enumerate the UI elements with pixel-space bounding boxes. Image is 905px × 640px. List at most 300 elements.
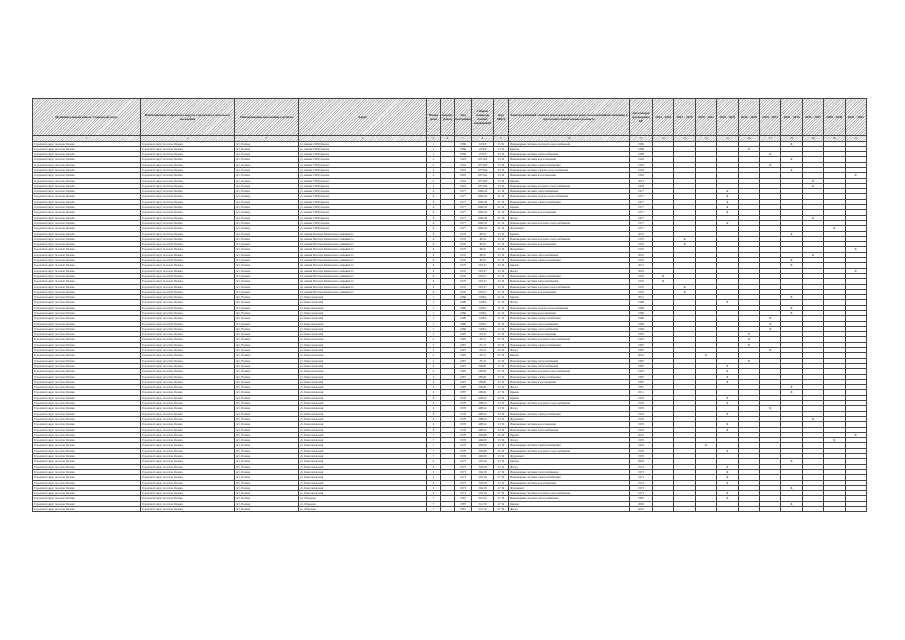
column-header-13: 2017 - 2019 — [674, 99, 695, 136]
commissioning-date-cell: 1976 — [630, 406, 653, 411]
column-number-13: 13 — [674, 136, 695, 142]
locality-cell: пгт. Палана — [235, 342, 299, 347]
column-number-11: 11 — [630, 136, 653, 142]
column-number-5: 5 — [427, 136, 441, 142]
period-cell: X — [717, 448, 738, 453]
construction-year-cell: 1973 — [455, 480, 472, 485]
house-number-cell: 2 — [427, 342, 441, 347]
period-cell: X — [759, 316, 780, 321]
living-area-cell: 260,81 — [472, 385, 494, 390]
locality-cell: пгт. Палана — [235, 252, 299, 257]
address-cell: ул. имени Г.И.Чубарова — [299, 189, 427, 194]
living-area-cell: 251,8 — [472, 332, 494, 337]
construction-year-cell: 1976 — [455, 406, 472, 411]
municipal-district-cell: Городской округ поселок Палана — [33, 485, 141, 490]
mkd-code-cell: 21 34 — [494, 295, 509, 300]
municipal-district-cell: Городской округ поселок Палана — [33, 279, 141, 284]
living-area-cell: 495,6 — [472, 231, 494, 236]
settlement-name-cell: Городской округ поселок Палана — [141, 427, 235, 432]
locality-cell: пгт. Палана — [235, 162, 299, 167]
period-cell: X — [759, 321, 780, 326]
municipal-district-cell: Городской округ поселок Палана — [33, 167, 141, 172]
address-cell: ул. имени Г.И.Чубарова — [299, 199, 427, 204]
settlement-name-cell: Городской округ поселок Палана — [141, 332, 235, 337]
structural-element-cell: Инженерные системы теплоснабжения — [509, 252, 630, 257]
address-cell: ул. Комсомольская — [299, 374, 427, 379]
mkd-code-cell: 25 34 — [494, 438, 509, 443]
house-number-cell: 6 — [427, 189, 441, 194]
commissioning-date-cell: 1977 — [630, 210, 653, 215]
construction-year-cell: 1986 — [455, 311, 472, 316]
period-cell: X — [653, 279, 674, 284]
commissioning-date-cell: 1989 — [630, 152, 653, 157]
house-number-cell: 2 — [427, 183, 441, 188]
municipal-district-cell: Городской округ поселок Палана — [33, 501, 141, 506]
building-block-cell — [441, 506, 455, 511]
locality-cell: пгт. Палана — [235, 379, 299, 384]
mkd-code-cell: 25 34 — [494, 348, 509, 353]
house-number-cell: 6 — [427, 205, 441, 210]
address-cell: ул. Комсомольская — [299, 358, 427, 363]
structural-element-cell: Фундамент — [509, 454, 630, 459]
mkd-code-cell: 27 34 — [494, 464, 509, 469]
period-cell — [653, 506, 674, 511]
house-number-cell: 9 — [427, 459, 441, 464]
locality-cell: пгт. Палана — [235, 411, 299, 416]
house-number-cell: 9 — [427, 491, 441, 496]
structural-element-cell: Инженерные системы теплоснабжения — [509, 152, 630, 157]
structural-element-cell: Инженерные системы теплоснабжения — [509, 363, 630, 368]
period-cell: X — [845, 247, 866, 252]
period-cell: X — [802, 178, 823, 183]
period-cell: X — [781, 295, 802, 300]
structural-element-cell: Крыша — [509, 295, 630, 300]
municipal-district-cell: Городской округ поселок Палана — [33, 326, 141, 331]
settlement-name-cell: Городской округ поселок Палана — [141, 189, 235, 194]
mkd-code-cell: 23 34 — [494, 173, 509, 178]
living-area-cell: 251,8 — [472, 337, 494, 342]
period-cell: X — [781, 141, 802, 146]
locality-cell: пгт. Палана — [235, 326, 299, 331]
period-cell: X — [845, 173, 866, 178]
settlement-name-cell: Городской округ поселок Палана — [141, 411, 235, 416]
settlement-name-cell: Городской округ поселок Палана — [141, 469, 235, 474]
house-number-cell: 6 — [427, 220, 441, 225]
locality-cell: пгт. Палана — [235, 183, 299, 188]
municipal-district-cell: Городской округ поселок Палана — [33, 247, 141, 252]
living-area-cell: 495,6 — [472, 236, 494, 241]
commissioning-date-cell: 1970 — [630, 236, 653, 241]
living-area-cell: 498,24 — [472, 406, 494, 411]
living-area-cell: 504,18 — [472, 491, 494, 496]
settlement-name-cell: Городской округ поселок Палана — [141, 480, 235, 485]
structural-element-cell: Инженерные системы водоотведения — [509, 210, 630, 215]
settlement-name-cell: Городской округ поселок Палана — [141, 284, 235, 289]
house-number-cell: 6 — [427, 263, 441, 268]
structural-element-cell: Крыша — [509, 146, 630, 151]
locality-cell: пгт. Палана — [235, 242, 299, 247]
house-number-cell: 7 — [427, 496, 441, 501]
locality-cell: пгт. Палана — [235, 443, 299, 448]
mkd-code-cell: 23 34 — [494, 157, 509, 162]
structural-element-cell: Инженерные системы холодного водоснабжения — [509, 183, 630, 188]
mkd-code-cell: 25 34 — [494, 358, 509, 363]
municipal-district-cell: Городской округ поселок Палана — [33, 448, 141, 453]
mkd-code-cell: 27 34 — [494, 374, 509, 379]
municipal-district-cell: Городской округ поселок Палана — [33, 332, 141, 337]
municipal-district-cell: Городской округ поселок Палана — [33, 252, 141, 257]
column-header-7: Год постройки — [455, 99, 472, 136]
column-header-17: 2029 - 2031 — [759, 99, 780, 136]
municipal-district-cell: Городской округ поселок Палана — [33, 178, 141, 183]
locality-cell: пгт. Палана — [235, 226, 299, 231]
address-cell: ул. имени Г.И.Чубарова — [299, 173, 427, 178]
address-cell: ул. Комсомольская — [299, 395, 427, 400]
construction-year-cell: 1986 — [455, 316, 472, 321]
municipal-district-cell: Городской округ поселок Палана — [33, 438, 141, 443]
address-cell: ул. Комсомольская — [299, 326, 427, 331]
commissioning-date-cell: 1987 — [630, 369, 653, 374]
address-cell: ул. Комсомольская — [299, 422, 427, 427]
settlement-name-cell: Городской округ поселок Палана — [141, 194, 235, 199]
period-cell — [845, 506, 866, 511]
municipal-district-cell: Городской округ поселок Палана — [33, 454, 141, 459]
structural-element-cell: Инженерные системы водоотведения — [509, 157, 630, 162]
commissioning-date-cell: 1976 — [630, 427, 653, 432]
construction-year-cell: 1987 — [455, 379, 472, 384]
address-cell: ул. имени Г.И.Чубарова — [299, 210, 427, 215]
commissioning-date-cell: 1989 — [630, 146, 653, 151]
municipal-district-cell: Городской округ поселок Палана — [33, 459, 141, 464]
structural-element-cell: Инженерные системы электроснабжения — [509, 475, 630, 480]
construction-year-cell: 1976 — [455, 401, 472, 406]
municipal-district-cell: Городской округ поселок Палана — [33, 390, 141, 395]
construction-year-cell: 1987 — [455, 332, 472, 337]
settlement-name-cell: Городской округ поселок Палана — [141, 316, 235, 321]
settlement-name-cell: Городской округ поселок Палана — [141, 247, 235, 252]
locality-cell: пгт. Палана — [235, 215, 299, 220]
column-header-20: 2038 - 2040 — [824, 99, 845, 136]
period-cell: X — [717, 464, 738, 469]
living-area-cell: 496,08 — [472, 448, 494, 453]
period-cell: X — [717, 369, 738, 374]
settlement-name-cell: Городской округ поселок Палана — [141, 326, 235, 331]
municipal-district-cell: Городской округ поселок Палана — [33, 469, 141, 474]
municipal-district-cell: Городской округ поселок Палана — [33, 427, 141, 432]
living-area-cell: 1873,64 — [472, 173, 494, 178]
commissioning-date-cell: 1986 — [630, 321, 653, 326]
address-cell: ул. Комсомольская — [299, 316, 427, 321]
period-cell: X — [781, 390, 802, 395]
living-area-cell: 1458,4 — [472, 316, 494, 321]
period-cell: X — [717, 411, 738, 416]
commissioning-date-cell: 1977 — [630, 199, 653, 204]
locality-cell: пгт. Палана — [235, 416, 299, 421]
commissioning-date-cell: 1977 — [630, 226, 653, 231]
period-cell: X — [717, 427, 738, 432]
address-cell: пл. имени Мастера Кавказского машиниста — [299, 289, 427, 294]
house-number-cell: 1 — [427, 300, 441, 305]
construction-year-cell: 1977 — [455, 189, 472, 194]
structural-element-cell: Крыша — [509, 263, 630, 268]
locality-cell: пгт. Палана — [235, 348, 299, 353]
municipal-district-cell: Городской округ поселок Палана — [33, 374, 141, 379]
period-cell: X — [717, 189, 738, 194]
construction-year-cell: 1977 — [455, 194, 472, 199]
living-area-cell: 1873,64 — [472, 162, 494, 167]
locality-cell: пгт. Палана — [235, 395, 299, 400]
settlement-name-cell: Городской округ поселок Палана — [141, 374, 235, 379]
mkd-code-cell: 25 34 — [494, 268, 509, 273]
period-cell: X — [781, 385, 802, 390]
structural-element-cell: Фасад — [509, 385, 630, 390]
locality-cell: пгт. Палана — [235, 459, 299, 464]
living-area-cell: 1873,64 — [472, 157, 494, 162]
structural-element-cell: Инженерные системы водоотведения — [509, 379, 630, 384]
locality-cell: пгт. Палана — [235, 279, 299, 284]
house-number-cell: 6 — [427, 236, 441, 241]
municipal-district-cell: Городской округ поселок Палана — [33, 173, 141, 178]
structural-element-cell: Крыша — [509, 432, 630, 437]
address-cell: пл. имени Мастера Кавказского машиниста — [299, 242, 427, 247]
mkd-code-cell: 25 34 — [494, 454, 509, 459]
construction-year-cell: 1976 — [455, 395, 472, 400]
commissioning-date-cell: 1970 — [630, 279, 653, 284]
locality-cell: пгт. Палана — [235, 311, 299, 316]
column-number-3: 3 — [235, 136, 299, 142]
house-number-cell: 1 — [427, 295, 441, 300]
living-area-cell: 251,8 — [472, 353, 494, 358]
settlement-name-cell: Городской округ поселок Палана — [141, 183, 235, 188]
commissioning-date-cell: 1987 — [630, 385, 653, 390]
settlement-name-cell: Городской округ поселок Палана — [141, 348, 235, 353]
living-area-cell: 498,24 — [472, 427, 494, 432]
locality-cell: пгт. Палана — [235, 332, 299, 337]
address-cell: ул. Комсомольская — [299, 295, 427, 300]
municipal-district-cell: Городской округ поселок Палана — [33, 363, 141, 368]
construction-year-cell: 1976 — [455, 432, 472, 437]
settlement-name-cell: Городской округ поселок Палана — [141, 305, 235, 310]
column-header-4: Адрес — [299, 99, 427, 136]
locality-cell: пгт. Палана — [235, 390, 299, 395]
commissioning-date-cell: 2013 — [630, 178, 653, 183]
mkd-code-cell: 25 34 — [494, 337, 509, 342]
construction-year-cell: 1986 — [455, 326, 472, 331]
living-area-cell: 503,27 — [472, 273, 494, 278]
settlement-name-cell: Городской округ поселок Палана — [141, 464, 235, 469]
commissioning-date-cell: 1986 — [630, 300, 653, 305]
column-number-4: 4 — [299, 136, 427, 142]
settlement-name-cell: Городской округ поселок Палана — [141, 438, 235, 443]
structural-element-cell: Инженерные системы горячего водоснабжения — [509, 194, 630, 199]
commissioning-date-cell: 1987 — [630, 374, 653, 379]
period-cell: X — [781, 305, 802, 310]
period-cell: X — [717, 422, 738, 427]
mkd-code-cell: 21 34 — [494, 194, 509, 199]
mkd-code-cell: 23 34 — [494, 395, 509, 400]
mkd-code-cell: 25 34 — [494, 236, 509, 241]
address-cell: ул. Комсомольская — [299, 363, 427, 368]
period-cell: X — [717, 469, 738, 474]
address-cell: ул. Комсомольская — [299, 385, 427, 390]
house-number-cell: 6 — [427, 231, 441, 236]
settlement-name-cell: Городской округ поселок Палана — [141, 369, 235, 374]
living-area-cell: 251,8 — [472, 348, 494, 353]
house-number-cell: 6 — [427, 427, 441, 432]
column-header-11: Дата ввода/ проведения КР — [630, 99, 653, 136]
column-number-15: 15 — [717, 136, 738, 142]
mkd-code-cell: 23 34 — [494, 162, 509, 167]
structural-element-cell: Инженерные системы водоотведения — [509, 173, 630, 178]
period-cell: X — [717, 401, 738, 406]
locality-cell: пгт. Палана — [235, 374, 299, 379]
settlement-name-cell: Городской округ поселок Палана — [141, 321, 235, 326]
commissioning-date-cell: 1977 — [630, 194, 653, 199]
address-cell: пл. имени Мастера Кавказского машиниста — [299, 258, 427, 263]
living-area-cell: 504,18 — [472, 485, 494, 490]
living-area-cell: 251,8 — [472, 342, 494, 347]
house-number-cell: 6 — [427, 279, 441, 284]
municipal-district-cell: Городской округ поселок Палана — [33, 242, 141, 247]
structural-element-cell: Инженерные системы электроснабжения — [509, 316, 630, 321]
municipal-district-cell: Городской округ поселок Палана — [33, 226, 141, 231]
locality-cell: пгт. Палана — [235, 432, 299, 437]
house-number-cell: 6 — [427, 289, 441, 294]
structural-element-cell: Инженерные системы теплоснабжения — [509, 321, 630, 326]
construction-year-cell: 1970 — [455, 231, 472, 236]
locality-cell: пгт. Палана — [235, 406, 299, 411]
settlement-name-cell: Городской округ поселок Палана — [141, 268, 235, 273]
municipal-district-cell: Городской округ поселок Палана — [33, 194, 141, 199]
structural-element-cell: Крыша — [509, 501, 630, 506]
commissioning-date-cell: 1976 — [630, 411, 653, 416]
structural-element-cell: Инженерные системы водоотведения — [509, 311, 630, 316]
locality-cell: пгт. Палана — [235, 263, 299, 268]
address-cell: ул. Комсомольская — [299, 448, 427, 453]
period-cell: X — [717, 363, 738, 368]
mkd-code-cell: 23 34 — [494, 416, 509, 421]
address-cell: ул. Комсомольская — [299, 300, 427, 305]
municipal-district-cell: Городской округ поселок Палана — [33, 348, 141, 353]
structural-element-cell: Инженерные системы водоотведения — [509, 422, 630, 427]
mkd-code-cell: 21 34 — [494, 199, 509, 204]
construction-year-cell: 1977 — [455, 199, 472, 204]
address-cell: ул. имени Г.И.Чубарова — [299, 167, 427, 172]
column-header-14: 2020 - 2022 — [695, 99, 716, 136]
locality-cell: пгт. Палана — [235, 236, 299, 241]
period-cell: X — [674, 236, 695, 241]
house-number-cell: 6 — [427, 210, 441, 215]
house-number-cell: 9 — [427, 469, 441, 474]
settlement-name-cell: Городской округ поселок Палана — [141, 379, 235, 384]
house-number-cell: 9 — [427, 475, 441, 480]
structural-element-cell: Инженерные системы холодного водоснабжения — [509, 141, 630, 146]
construction-year-cell: 1970 — [455, 289, 472, 294]
municipal-district-cell: Городской округ поселок Палана — [33, 152, 141, 157]
period-cell — [781, 506, 802, 511]
column-number-19: 19 — [802, 136, 823, 142]
living-area-cell: 1458,4 — [472, 305, 494, 310]
structural-element-cell: Инженерные системы электроснабжения — [509, 258, 630, 263]
house-number-cell: 6 — [427, 226, 441, 231]
settlement-name-cell: Городской округ поселок Палана — [141, 390, 235, 395]
address-cell: пл. имени Мастера Кавказского машиниста — [299, 236, 427, 241]
settlement-name-cell: Городской округ поселок Палана — [141, 295, 235, 300]
column-number-10: 10 — [509, 136, 630, 142]
commissioning-date-cell: 2001 — [630, 252, 653, 257]
municipal-district-cell: Городской округ поселок Палана — [33, 432, 141, 437]
period-cell: X — [717, 480, 738, 485]
address-cell: ул. Комсомольская — [299, 311, 427, 316]
period-cell: X — [717, 491, 738, 496]
municipal-district-cell: Городской округ поселок Палана — [33, 316, 141, 321]
column-header-3: Наименование населенного пункта — [235, 99, 299, 136]
period-cell: X — [695, 353, 716, 358]
address-cell: пл. имени Мастера Кавказского машиниста — [299, 247, 427, 252]
settlement-name-cell: Городской округ поселок Палана — [141, 300, 235, 305]
construction-year-cell: 1986 — [455, 295, 472, 300]
locality-cell: пгт. Палана — [235, 231, 299, 236]
address-cell: ул. Комсомольская — [299, 416, 427, 421]
period-cell — [738, 506, 759, 511]
locality-cell: пгт. Палана — [235, 146, 299, 151]
locality-cell: пгт. Палана — [235, 167, 299, 172]
house-number-cell: 4 — [427, 369, 441, 374]
address-cell: ул. Комсомольская — [299, 464, 427, 469]
house-number-cell: 4 — [427, 390, 441, 395]
municipal-district-cell: Городской округ поселок Палана — [33, 443, 141, 448]
construction-year-cell: 1987 — [455, 374, 472, 379]
commissioning-date-cell: 2012 — [630, 295, 653, 300]
house-number-cell: 6 — [427, 406, 441, 411]
commissioning-date-cell: 1970 — [630, 273, 653, 278]
address-cell: ул. имени Г.И.Чубарова — [299, 220, 427, 225]
commissioning-date-cell: 2006 — [630, 501, 653, 506]
column-number-14: 14 — [695, 136, 716, 142]
construction-year-cell: 1986 — [455, 300, 472, 305]
municipal-district-cell: Городской округ поселок Палана — [33, 385, 141, 390]
settlement-name-cell: Городской округ поселок Палана — [141, 273, 235, 278]
construction-year-cell: 1977 — [455, 215, 472, 220]
commissioning-date-cell: 1977 — [630, 189, 653, 194]
address-cell: ул. Комсомольская — [299, 491, 427, 496]
column-number-1: 1 — [33, 136, 141, 142]
municipal-district-cell: Городской округ поселок Палана — [33, 416, 141, 421]
structural-element-cell: Крыша — [509, 205, 630, 210]
column-header-9: Код МКД — [494, 99, 509, 136]
living-area-cell: 495,6 — [472, 258, 494, 263]
commissioning-date-cell: 1993 — [630, 162, 653, 167]
municipal-district-cell: Городской округ поселок Палана — [33, 496, 141, 501]
locality-cell: пгт. Палана — [235, 173, 299, 178]
structural-element-cell: Инженерные системы водоотведения — [509, 289, 630, 294]
municipal-district-cell: Городской округ поселок Палана — [33, 295, 141, 300]
living-area-cell: 498,24 — [472, 395, 494, 400]
living-area-cell: 1458,4 — [472, 295, 494, 300]
mkd-code-cell: 21 34 — [494, 215, 509, 220]
living-area-cell: 1479,8 — [472, 152, 494, 157]
house-number-cell: 6 — [427, 422, 441, 427]
living-area-cell: 496,08 — [472, 432, 494, 437]
municipal-district-cell: Городской округ поселок Палана — [33, 506, 141, 511]
column-header-12: 2014 - 2016 — [653, 99, 674, 136]
period-cell: X — [717, 205, 738, 210]
mkd-code-cell: 25 34 — [494, 353, 509, 358]
address-cell: ул. Комсомольская — [299, 485, 427, 490]
structural-element-cell: Фасад — [509, 506, 630, 511]
construction-year-cell: 1993 — [455, 167, 472, 172]
address-cell: ул. Комсомольская — [299, 432, 427, 437]
